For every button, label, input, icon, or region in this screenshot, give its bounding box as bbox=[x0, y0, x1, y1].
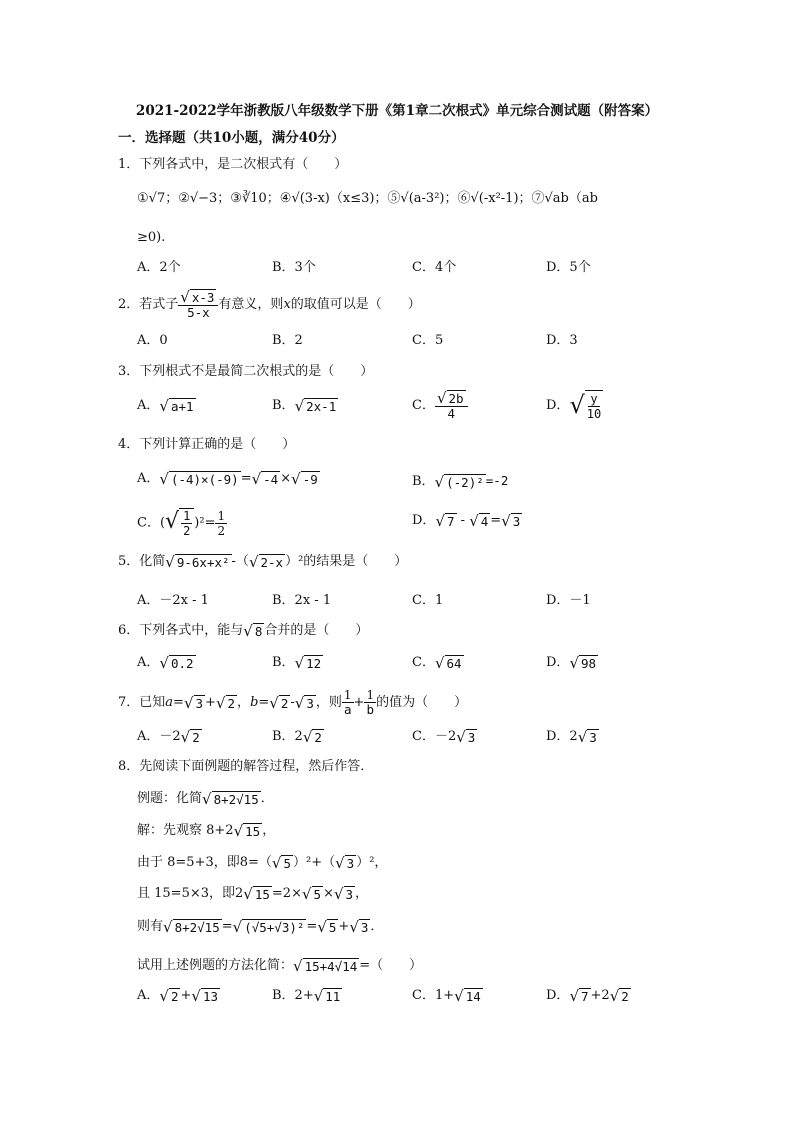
q1-option-c[interactable]: C．4个 bbox=[412, 260, 457, 275]
q4-d-minus: - bbox=[456, 513, 470, 528]
q8-line5-a: 则有 bbox=[137, 919, 164, 934]
q7-radicand-2: 2 bbox=[227, 695, 236, 711]
q3-a-radicand: a+1 bbox=[170, 398, 194, 414]
q3-d-label: D． bbox=[546, 398, 570, 413]
q8-line5-radicand-3: 5 bbox=[328, 919, 337, 935]
q1-option-a[interactable]: A．2个 bbox=[137, 260, 181, 275]
q4-d-radicand-1: 7 bbox=[447, 513, 455, 529]
question-7-stem: 7．已知a= √ 3 + √ 2 ，b= √ 2 - √ 3 ，则 $\frac{1}{a}$ + $\frac{1}{b}$ 的值为（ ） bbox=[118, 688, 468, 717]
q8-option-a[interactable]: A． √ 2 + √ 13 bbox=[137, 986, 219, 1005]
q4-b-label: B． bbox=[412, 474, 435, 489]
q5-stem-prefix: 5．化简 bbox=[118, 554, 166, 569]
q8-d-plus: +2 bbox=[590, 988, 610, 1003]
q8-line4-b: =2× bbox=[271, 886, 302, 901]
q8-a-label: A． bbox=[137, 988, 160, 1003]
q7-frac2-denominator: b bbox=[366, 702, 375, 717]
q7-minus: - bbox=[290, 695, 295, 710]
q4-c-result-numerator: 1 bbox=[217, 508, 226, 523]
q8-line5-b: = bbox=[221, 919, 233, 934]
q8-line4-radicand-1: 15 bbox=[254, 886, 270, 902]
q8-example-radicand: 8+2√15 bbox=[213, 791, 259, 807]
q8-line4-a: 且 15=5×3，即2 bbox=[137, 886, 244, 901]
q8-line5-radicand-4: 3 bbox=[360, 919, 369, 935]
q2-variable: x bbox=[283, 297, 291, 312]
q6-b-label: B． bbox=[272, 655, 295, 670]
q8-line4-d: ， bbox=[355, 886, 369, 901]
q8-option-d[interactable]: D． √ 7 +2 √ 2 bbox=[546, 986, 629, 1005]
question-3-stem: 3．下列根式不是最简二次根式的是（ ） bbox=[118, 364, 374, 379]
q7-option-b[interactable]: B．2 √ 2 bbox=[272, 727, 322, 746]
q7-frac1-denominator: a bbox=[343, 702, 352, 717]
q5-option-b[interactable]: B．2x - 1 bbox=[272, 593, 332, 608]
q2-option-c[interactable]: C．5 bbox=[412, 333, 444, 348]
q8-line3-c: ）²， bbox=[356, 855, 388, 870]
q6-c-label: C． bbox=[412, 655, 435, 670]
q3-b-radicand: 2x-1 bbox=[306, 398, 337, 414]
q7-b-label: B．2 bbox=[272, 729, 303, 744]
q7-option-d[interactable]: D．2 √ 3 bbox=[546, 727, 597, 746]
q3-b-label: B． bbox=[272, 398, 295, 413]
q8-line5-radicand-2: (√5+√3)² bbox=[244, 919, 305, 935]
q8-solution-line-1: 解：先观察 8+2 √ 15 ， bbox=[137, 821, 276, 840]
q7-d-label: D．2 bbox=[546, 729, 578, 744]
q5-radicand-2: 2-x bbox=[260, 554, 284, 570]
q8-b-radicand: 11 bbox=[325, 988, 341, 1004]
q7-plus: + bbox=[205, 695, 216, 710]
q2-option-b[interactable]: B．2 bbox=[272, 333, 303, 348]
q6-stem-prefix: 6．下列各式中，能与 bbox=[118, 623, 244, 638]
q6-option-b[interactable]: B． √ 12 bbox=[272, 653, 322, 672]
q7-b-radicand: 2 bbox=[314, 729, 322, 745]
q8-line5-d: + bbox=[338, 919, 350, 934]
q8-line4-radicand-2: 5 bbox=[313, 886, 322, 902]
q3-d-denominator: 10 bbox=[586, 407, 602, 421]
question-6-stem: 6．下列各式中，能与 √ 8 合并的是（ ） bbox=[118, 621, 369, 640]
q8-solution-radicand: 15 bbox=[245, 823, 261, 839]
q4-b-radicand: (-2)² bbox=[446, 474, 484, 490]
q4-a-radicand-3: -9 bbox=[302, 471, 318, 487]
q5-stem-suffix: 的结果是（ ） bbox=[303, 554, 408, 569]
q4-b-result: =-2 bbox=[485, 473, 509, 488]
q2-stem-suffix: 的取值可以是（ ） bbox=[290, 297, 421, 312]
q4-c-result-denominator: 2 bbox=[217, 523, 226, 538]
q4-option-c[interactable]: C．( √ $\frac{1}{2}$ )²= $\frac{1}{2}$ bbox=[137, 508, 226, 538]
q5-close: ）² bbox=[285, 554, 304, 569]
q8-example-suffix: ． bbox=[260, 791, 274, 806]
question-8-stem: 8．先阅读下面例题的解答过程，然后作答． bbox=[118, 759, 374, 774]
q7-a-radicand: 2 bbox=[192, 729, 200, 745]
q8-solution-line-3: 且 15=5×3，即2 √ 15 =2× √ 5 × √ 3 ， bbox=[137, 884, 369, 903]
q4-option-a[interactable]: A． √ (-4)×(-9) = √ -4 × √ -9 bbox=[137, 469, 318, 488]
q7-c-label: C．－2 bbox=[412, 729, 457, 744]
q8-solution-suffix: ， bbox=[262, 823, 276, 838]
q7-option-c[interactable]: C．－2 √ 3 bbox=[412, 727, 476, 746]
q8-line5-c: = bbox=[306, 919, 318, 934]
q3-c-numerator: 2b bbox=[448, 391, 464, 406]
q4-d-label: D． bbox=[412, 513, 436, 528]
q3-option-c[interactable]: C． √ 2b 4 bbox=[412, 390, 468, 421]
q2-option-a[interactable]: A．0 bbox=[137, 333, 168, 348]
q6-option-c[interactable]: C． √ 64 bbox=[412, 653, 462, 672]
q6-option-a[interactable]: A． √ 0.2 bbox=[137, 653, 194, 672]
q4-option-d[interactable]: D． √ 7 - √ 4 = √ 3 bbox=[412, 511, 521, 530]
q8-line5-radicand-1: 8+2√15 bbox=[174, 919, 220, 935]
q7-frac1-numerator: 1 bbox=[343, 688, 352, 702]
q7-frac2-numerator: 1 bbox=[366, 688, 375, 702]
q7-frac-plus: + bbox=[353, 695, 365, 710]
q6-d-label: D． bbox=[546, 655, 570, 670]
q8-c-label: C．1+ bbox=[412, 988, 455, 1003]
q4-d-radicand-3: 3 bbox=[512, 513, 521, 529]
q4-c-denominator: 2 bbox=[183, 524, 191, 538]
q8-line4-radicand-3: 3 bbox=[345, 886, 354, 902]
q4-a-radicand: (-4)×(-9) bbox=[170, 471, 239, 487]
q8-d-label: D． bbox=[546, 988, 570, 1003]
q7-radicand-4: 3 bbox=[306, 695, 314, 711]
q5-radicand-1: 9-6x+x² bbox=[176, 554, 230, 570]
q6-radicand: 8 bbox=[254, 623, 263, 639]
q8-ask: 试用上述例题的方法化简： √ 15+4√14 =（ ） bbox=[137, 956, 423, 975]
q8-d-radicand-2: 2 bbox=[621, 988, 629, 1004]
q7-var-b: b bbox=[250, 695, 259, 710]
q8-d-radicand-1: 7 bbox=[581, 988, 589, 1004]
q8-option-b[interactable]: B．2+ √ 11 bbox=[272, 986, 341, 1005]
q6-d-radicand: 98 bbox=[581, 655, 597, 671]
q2-stem-prefix: 2．若式子 bbox=[118, 297, 179, 312]
q6-a-label: A． bbox=[137, 655, 160, 670]
q8-a-plus: + bbox=[180, 988, 192, 1003]
q1-option-b[interactable]: B．3个 bbox=[272, 260, 316, 275]
section-heading: 一．选择题（共10小题，满分40分） bbox=[118, 130, 345, 146]
q8-example-prefix: 例题：化简 bbox=[137, 791, 203, 806]
q5-option-d[interactable]: D．－1 bbox=[546, 593, 591, 608]
q4-option-b[interactable]: B． √ (-2)² =-2 bbox=[412, 472, 509, 491]
q4-c-label: C． bbox=[137, 515, 160, 531]
q7-d-radicand: 3 bbox=[589, 729, 597, 745]
question-5-stem: 5．化简 √ 9-6x+x² -（ √ 2-x ）²的结果是（ ） bbox=[118, 552, 408, 571]
question-4-stem: 4．下列计算正确的是（ ） bbox=[118, 437, 296, 452]
q8-c-radicand: 14 bbox=[465, 988, 481, 1004]
q7-radicand-3: 2 bbox=[280, 695, 289, 711]
page-title: 2021-2022学年浙教版八年级数学下册《第1章二次根式》单元综合测试题（附答案） bbox=[135, 103, 659, 119]
q1-option-d[interactable]: D．5个 bbox=[546, 260, 591, 275]
q8-line3-radicand-1: 5 bbox=[283, 855, 291, 871]
question-1-expression-tail: ≥0). bbox=[137, 230, 166, 245]
question-1-stem: 1．下列各式中，是二次根式有（ ） bbox=[118, 157, 348, 172]
q8-line3-b: ）²+（ bbox=[293, 855, 336, 870]
q8-ask-suffix: =（ ） bbox=[359, 958, 423, 973]
q7-option-a[interactable]: A．－2 √ 2 bbox=[137, 727, 200, 746]
q2-fraction: √ x-3 5-x bbox=[178, 289, 218, 320]
q3-option-a[interactable]: A． √ a+1 bbox=[137, 396, 194, 415]
q4-a-equals: = bbox=[240, 471, 252, 486]
q7-comma: ， bbox=[237, 695, 251, 710]
q8-line5-e: ． bbox=[370, 919, 384, 934]
q7-a-label: A．－2 bbox=[137, 729, 181, 744]
q8-ask-prefix: 试用上述例题的方法化简： bbox=[137, 958, 294, 973]
q4-a-times: × bbox=[280, 471, 292, 486]
q5-minus: -（ bbox=[231, 554, 249, 569]
q4-a-radicand-2: -4 bbox=[263, 471, 279, 487]
q4-a-label: A． bbox=[137, 471, 160, 486]
q7-radicand-1: 3 bbox=[195, 695, 204, 711]
q7-stem-suffix: 的值为（ ） bbox=[376, 695, 468, 710]
q8-option-c[interactable]: C．1+ √ 14 bbox=[412, 986, 481, 1005]
q7-c-radicand: 3 bbox=[467, 729, 476, 745]
q2-fraction-numerator: x-3 bbox=[191, 290, 215, 305]
q7-var-a: a bbox=[165, 695, 174, 710]
q3-option-d[interactable]: D． √ $\frac{y}{10}$ bbox=[546, 391, 602, 421]
q8-line4-c: × bbox=[323, 886, 334, 901]
q7-stem-prefix: 7．已知 bbox=[118, 695, 166, 710]
q7-eq-2: = bbox=[258, 695, 270, 710]
q6-option-d[interactable]: D． √ 98 bbox=[546, 653, 597, 672]
q8-solution-line-4: 则有 √ 8+2√15 = √ (√5+√3)² = √ 5 + √ 3 ． bbox=[137, 917, 384, 936]
q3-c-label: C． bbox=[412, 398, 435, 413]
q8-example: 例题：化简 √ 8+2√15 ． bbox=[137, 789, 274, 808]
q4-c-open: ( bbox=[159, 515, 166, 531]
q8-b-label: B．2+ bbox=[272, 988, 314, 1003]
q8-a-radicand-1: 2 bbox=[170, 988, 179, 1004]
q8-line3-a: 由于 8=5+3，即8=（ bbox=[137, 855, 272, 870]
q6-c-radicand: 64 bbox=[446, 655, 462, 671]
q7-then: ，则 bbox=[315, 695, 342, 710]
q4-d-equals: = bbox=[490, 513, 502, 528]
q8-solution-prefix: 解：先观察 8+2 bbox=[137, 823, 234, 838]
q4-d-radicand-2: 4 bbox=[480, 513, 489, 529]
q8-line3-radicand-2: 3 bbox=[346, 855, 355, 871]
q3-a-label: A． bbox=[137, 398, 160, 413]
q4-c-close: )²= bbox=[194, 515, 216, 531]
q3-c-denominator: 4 bbox=[447, 406, 456, 421]
question-1-expression: ①√7；②√−3；③∛10；④√(3-x)（x≤3)；⑤√(a-3²)；⑥√(-x²-1)；⑦√ab（ab bbox=[137, 191, 598, 206]
question-2-stem bbox=[118, 289, 421, 320]
q5-option-a[interactable]: A．－2x - 1 bbox=[137, 593, 209, 608]
q6-b-radicand: 12 bbox=[306, 655, 322, 671]
q6-stem-suffix: 合并的是（ ） bbox=[264, 623, 369, 638]
q6-a-radicand: 0.2 bbox=[170, 655, 194, 671]
q2-stem-mid: 有意义，则 bbox=[218, 297, 284, 312]
q7-eq-1: = bbox=[173, 695, 184, 710]
q3-d-numerator: y bbox=[590, 392, 598, 406]
q8-solution-line-2: 由于 8=5+3，即8=（ √ 5 ）²+（ √ 3 ）²， bbox=[137, 853, 388, 872]
q3-option-b[interactable]: B． √ 2x-1 bbox=[272, 396, 337, 415]
q8-a-radicand-2: 13 bbox=[202, 988, 219, 1004]
q8-ask-radicand: 15+4√14 bbox=[304, 958, 358, 974]
q5-option-c[interactable]: C．1 bbox=[412, 593, 444, 608]
q2-fraction-denominator: 5-x bbox=[187, 305, 210, 320]
q2-option-d[interactable]: D．3 bbox=[546, 333, 578, 348]
q4-c-numerator: 1 bbox=[183, 509, 191, 523]
